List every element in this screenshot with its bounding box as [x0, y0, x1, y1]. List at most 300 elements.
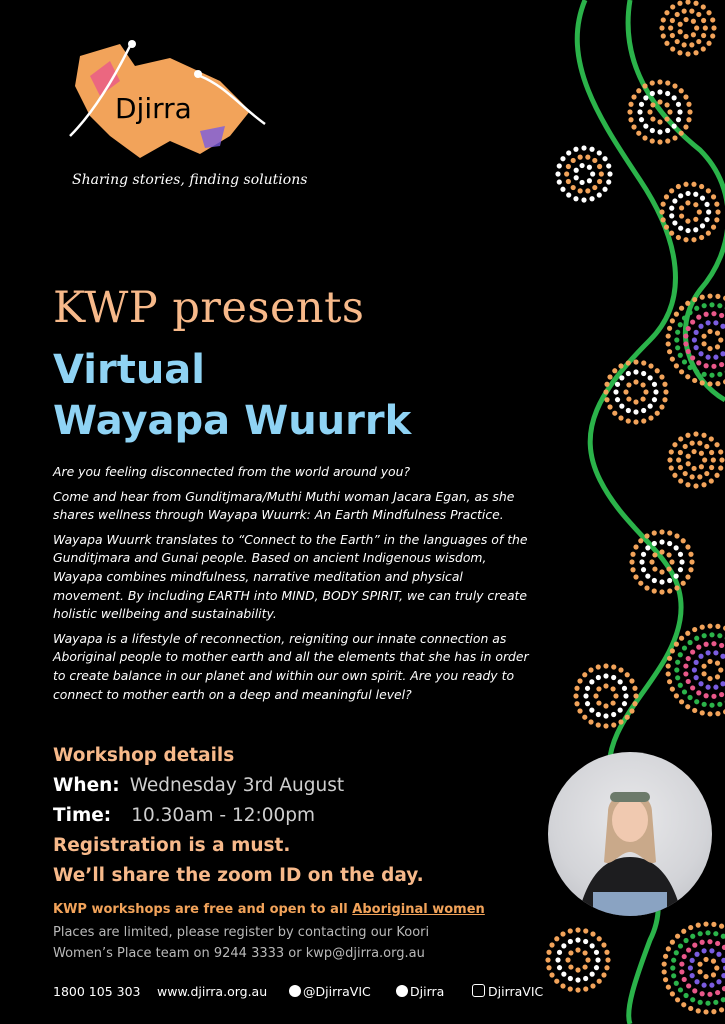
places-notice: Places are limited, please register by contacting our Koori Women’s Place team on 9244 3333 or kwp@djirra.org.au: [53, 925, 430, 961]
dot: [683, 341, 688, 346]
dot: [694, 345, 699, 350]
dot: [589, 147, 594, 152]
dot: [694, 636, 699, 641]
dot: [603, 663, 608, 668]
dot: [667, 578, 672, 583]
dot: [652, 382, 657, 387]
dot: [641, 567, 646, 572]
dot: [685, 631, 690, 636]
dot: [686, 454, 691, 459]
dot: [685, 374, 690, 379]
dot: [697, 441, 702, 446]
dot: [717, 633, 722, 638]
footer-facebook[interactable]: [396, 984, 444, 999]
dot: [700, 380, 705, 385]
dot: [692, 988, 697, 993]
dot: [698, 931, 703, 936]
dot: [678, 465, 683, 470]
dot: [699, 451, 704, 456]
dot: [697, 962, 702, 967]
dot: [670, 356, 675, 361]
dot: [690, 958, 695, 963]
dot: [674, 533, 679, 538]
dot: [711, 972, 716, 977]
dot: [645, 545, 650, 550]
dot: [666, 671, 671, 676]
dot: [701, 671, 706, 676]
dot: [686, 983, 691, 988]
dot: [585, 155, 590, 160]
dot: [693, 217, 698, 222]
dot: [682, 42, 687, 47]
dot: [583, 928, 588, 933]
dot: [709, 703, 714, 708]
dot: [568, 976, 573, 981]
dot: [674, 337, 679, 342]
dot: [669, 465, 674, 470]
dot: [703, 974, 708, 979]
dot: [700, 625, 705, 630]
event-title-line1: Virtual: [53, 347, 205, 393]
dot: [604, 382, 609, 387]
dot: [669, 559, 674, 564]
dot: [691, 237, 696, 242]
dot: [574, 701, 579, 706]
dot: [719, 1007, 724, 1012]
dot: [685, 51, 690, 56]
dot: [679, 969, 684, 974]
dot: [612, 368, 617, 373]
footer-twitter[interactable]: [289, 984, 371, 999]
dot: [590, 931, 595, 936]
dot: [715, 624, 720, 629]
dot: [597, 179, 602, 184]
dot: [641, 371, 646, 376]
dot: [603, 673, 608, 678]
dot: [618, 363, 623, 368]
dot: [678, 552, 683, 557]
dot: [692, 708, 697, 713]
dot: [678, 436, 683, 441]
dot: [691, 182, 696, 187]
dot: [649, 559, 654, 564]
dot: [690, 649, 695, 654]
dot: [659, 529, 664, 534]
event-title-line2: Wayapa Wuurrk: [53, 398, 412, 444]
dot: [711, 225, 716, 230]
dot: [696, 315, 701, 320]
dot: [632, 686, 637, 691]
dot: [643, 95, 648, 100]
dot: [560, 983, 565, 988]
dot: [696, 690, 701, 695]
dot: [579, 180, 584, 185]
dot: [666, 946, 671, 951]
dot: [669, 188, 674, 193]
dot: [644, 585, 649, 590]
dot: [650, 91, 655, 96]
facebook-handle: Djirra: [410, 984, 445, 999]
dot: [690, 685, 695, 690]
dot: [694, 675, 699, 680]
when-row: [53, 771, 424, 801]
dot: [713, 685, 718, 690]
facebook-icon: [396, 985, 408, 997]
dot: [713, 320, 718, 325]
dot: [686, 117, 691, 122]
dot: [577, 708, 582, 713]
dot: [696, 39, 701, 44]
dot: [659, 374, 664, 379]
dot: [721, 934, 725, 939]
description-paragraph-4: Wayapa is a lifestyle of reconnection, reigniting our innate connection as Aboriginal people to mother earth and all the elements that she has in order to create balance in our planet and within our own spirit. Are you ready to connect to mother earth on a deep and meaningful level?: [53, 630, 529, 702]
dot: [689, 559, 694, 564]
dot: [711, 641, 716, 646]
dot: [633, 409, 638, 414]
dot: [685, 228, 690, 233]
dot: [678, 29, 683, 34]
dot: [557, 163, 562, 168]
dot: [664, 225, 669, 230]
dot: [571, 185, 576, 190]
dot: [701, 18, 706, 23]
dot: [701, 482, 706, 487]
dot: [666, 984, 671, 989]
dot: [672, 198, 677, 203]
dot: [671, 958, 676, 963]
dot: [632, 701, 637, 706]
dot: [694, 369, 699, 374]
dot: [698, 351, 703, 356]
dot-circle-4: [666, 293, 725, 386]
dot: [575, 937, 580, 942]
dot: [717, 303, 722, 308]
dot: [604, 950, 609, 955]
dot: [585, 686, 590, 691]
dot: [706, 41, 711, 46]
dot: [694, 952, 699, 957]
dot: [582, 964, 587, 969]
dot: [670, 940, 675, 945]
dot: [672, 83, 677, 88]
dot: [682, 977, 687, 982]
dot: [575, 947, 580, 952]
dot: [626, 418, 631, 423]
dot: [692, 337, 697, 342]
presenter-photo: [548, 752, 712, 916]
dot: [675, 997, 680, 1002]
dot: [674, 312, 679, 317]
dot: [618, 415, 623, 420]
dot: [602, 187, 607, 192]
dot: [704, 693, 709, 698]
dot: [573, 693, 578, 698]
dot: [690, 441, 695, 446]
dot: [672, 124, 677, 129]
dot: [670, 965, 675, 970]
dot: [657, 139, 662, 144]
dot: [643, 124, 648, 129]
dot: [560, 931, 565, 936]
dot: [703, 25, 708, 30]
dot: [675, 330, 680, 335]
dot: [676, 457, 681, 462]
dot: [627, 109, 632, 114]
dot: [688, 567, 693, 572]
dot: [633, 399, 638, 404]
dot: [603, 713, 608, 718]
dot: [717, 372, 722, 377]
dot: [715, 381, 720, 386]
dot: [693, 227, 698, 232]
dot: [648, 415, 653, 420]
dot: [568, 986, 573, 991]
dot: [652, 588, 657, 593]
dot: [672, 95, 677, 100]
dot: [661, 202, 666, 207]
dot: [685, 704, 690, 709]
dot: [705, 1001, 710, 1006]
dot: [687, 365, 692, 370]
presenter-illustration: [548, 752, 712, 916]
dot: [715, 331, 720, 336]
dot: [666, 552, 671, 557]
dot: [681, 929, 686, 934]
dot: [648, 404, 653, 409]
dot: [596, 664, 601, 669]
dot: [641, 552, 646, 557]
dot: [566, 150, 571, 155]
dot: [602, 156, 607, 161]
dot-circle-11: [662, 921, 725, 1014]
dot: [699, 464, 704, 469]
instagram-handle: DjirraVIC: [488, 984, 544, 999]
dot: [561, 972, 566, 977]
dot: [683, 938, 688, 943]
dot: [686, 461, 691, 466]
dot: [711, 25, 716, 30]
dot: [677, 109, 682, 114]
dot: [711, 311, 716, 316]
dot: [545, 957, 550, 962]
dot: [659, 549, 664, 554]
dot: [641, 408, 646, 413]
dot: [705, 930, 710, 935]
dot: [615, 382, 620, 387]
dot: [690, 934, 695, 939]
dot: [705, 320, 710, 325]
dot: [674, 693, 679, 698]
dot: [670, 33, 675, 38]
dot: [661, 217, 666, 222]
dot: [626, 396, 631, 401]
dot: [590, 972, 595, 977]
dot: [657, 99, 662, 104]
dot: [628, 117, 633, 122]
dot: [715, 294, 720, 299]
dot: [704, 217, 709, 222]
dot: [631, 94, 636, 99]
dot: [690, 474, 695, 479]
time-label: Time:: [53, 805, 112, 826]
dot: [641, 360, 646, 365]
dot: [720, 351, 725, 356]
dot: [686, 947, 691, 952]
dot: [678, 987, 683, 992]
footer-website[interactable]: www.djirra.org.au: [157, 984, 268, 999]
zoom-note: We’ll share the zoom ID on the day.: [53, 865, 424, 886]
dot: [710, 17, 715, 22]
dot: [639, 117, 644, 122]
dot: [581, 145, 586, 150]
dot: [677, 50, 682, 55]
dot: [667, 326, 672, 331]
registration-note: Registration is a must.: [53, 835, 291, 856]
dot: [700, 991, 705, 996]
dot: [694, 25, 699, 30]
dot: [618, 719, 623, 724]
dot: [630, 567, 635, 572]
dot: [629, 559, 634, 564]
dot: [555, 171, 560, 176]
dot: [667, 679, 672, 684]
dot: [583, 939, 588, 944]
dot: [666, 566, 671, 571]
dot: [652, 530, 657, 535]
dot: [678, 450, 683, 455]
dot: [719, 313, 724, 318]
dot: [709, 948, 714, 953]
dot: [664, 194, 669, 199]
dot: [657, 119, 662, 124]
dot-circle-6: [667, 431, 724, 488]
dot: [633, 359, 638, 364]
dot: [694, 699, 699, 704]
dot: [678, 567, 683, 572]
dot: [683, 34, 688, 39]
dot: [682, 954, 687, 959]
dot: [693, 483, 698, 488]
dot: [589, 708, 594, 713]
dot: [715, 711, 720, 716]
dot: [582, 672, 587, 677]
dot: [596, 712, 601, 717]
dot: [700, 223, 705, 228]
dot: [679, 961, 684, 966]
dot: [549, 942, 554, 947]
dot: [650, 116, 655, 121]
dot: [704, 312, 709, 317]
dot: [659, 569, 664, 574]
dot: [560, 187, 565, 192]
dot: [659, 579, 664, 584]
dot: [664, 116, 669, 121]
dot: [714, 217, 719, 222]
dot: [568, 928, 573, 933]
dot: [702, 702, 707, 707]
dot-circle-0: [659, 0, 716, 57]
dot: [696, 360, 701, 365]
dot: [650, 128, 655, 133]
dot: [555, 957, 560, 962]
dot: [702, 457, 707, 462]
dot: [611, 712, 616, 717]
dot: [597, 979, 602, 984]
dot: [693, 431, 698, 436]
dot: [675, 934, 680, 939]
dot: [700, 295, 705, 300]
footer-instagram[interactable]: [472, 984, 543, 999]
dot: [709, 436, 714, 441]
dot: [631, 124, 636, 129]
dot: [618, 667, 623, 672]
dot: [721, 973, 725, 978]
time-row: [53, 801, 424, 831]
dot: [663, 977, 668, 982]
dot: [696, 923, 701, 928]
dot: [688, 552, 693, 557]
dot: [566, 192, 571, 197]
dot: [701, 341, 706, 346]
dot: [554, 979, 559, 984]
dot: [692, 378, 697, 383]
dot: [557, 965, 562, 970]
dot: [594, 950, 599, 955]
footer-phone[interactable]: 1800 105 303: [53, 984, 141, 999]
dot: [692, 297, 697, 302]
dot: [682, 645, 687, 650]
dot: [685, 200, 690, 205]
dot: [650, 102, 655, 107]
dot: [678, 226, 683, 231]
dot: [706, 10, 711, 15]
dot: [664, 102, 669, 107]
dot: [679, 699, 684, 704]
dot: [582, 950, 587, 955]
dot: [618, 679, 623, 684]
dot: [626, 408, 631, 413]
dot: [597, 192, 602, 197]
dot: [595, 957, 600, 962]
dot: [578, 155, 583, 160]
dot: [707, 381, 712, 386]
dot: [641, 418, 646, 423]
dot: [685, 433, 690, 438]
dot: [668, 25, 673, 30]
dot: [615, 397, 620, 402]
dot: [633, 369, 638, 374]
dot: [574, 686, 579, 691]
dot: [717, 702, 722, 707]
dot: [683, 993, 688, 998]
dot: [574, 168, 579, 173]
dot: [665, 138, 670, 143]
dot-circle-5: [603, 359, 668, 424]
dot: [625, 715, 630, 720]
dot: [678, 683, 683, 688]
dot: [675, 660, 680, 665]
dot: [636, 131, 641, 136]
aboriginal-women-link[interactable]: Aboriginal women: [352, 902, 485, 917]
dot: [687, 109, 692, 114]
dot: [710, 33, 715, 38]
dot: [670, 4, 675, 9]
dot: [565, 957, 570, 962]
dot: [719, 692, 724, 697]
dot: [592, 185, 597, 190]
dot: [686, 679, 691, 684]
dot: [721, 997, 725, 1002]
